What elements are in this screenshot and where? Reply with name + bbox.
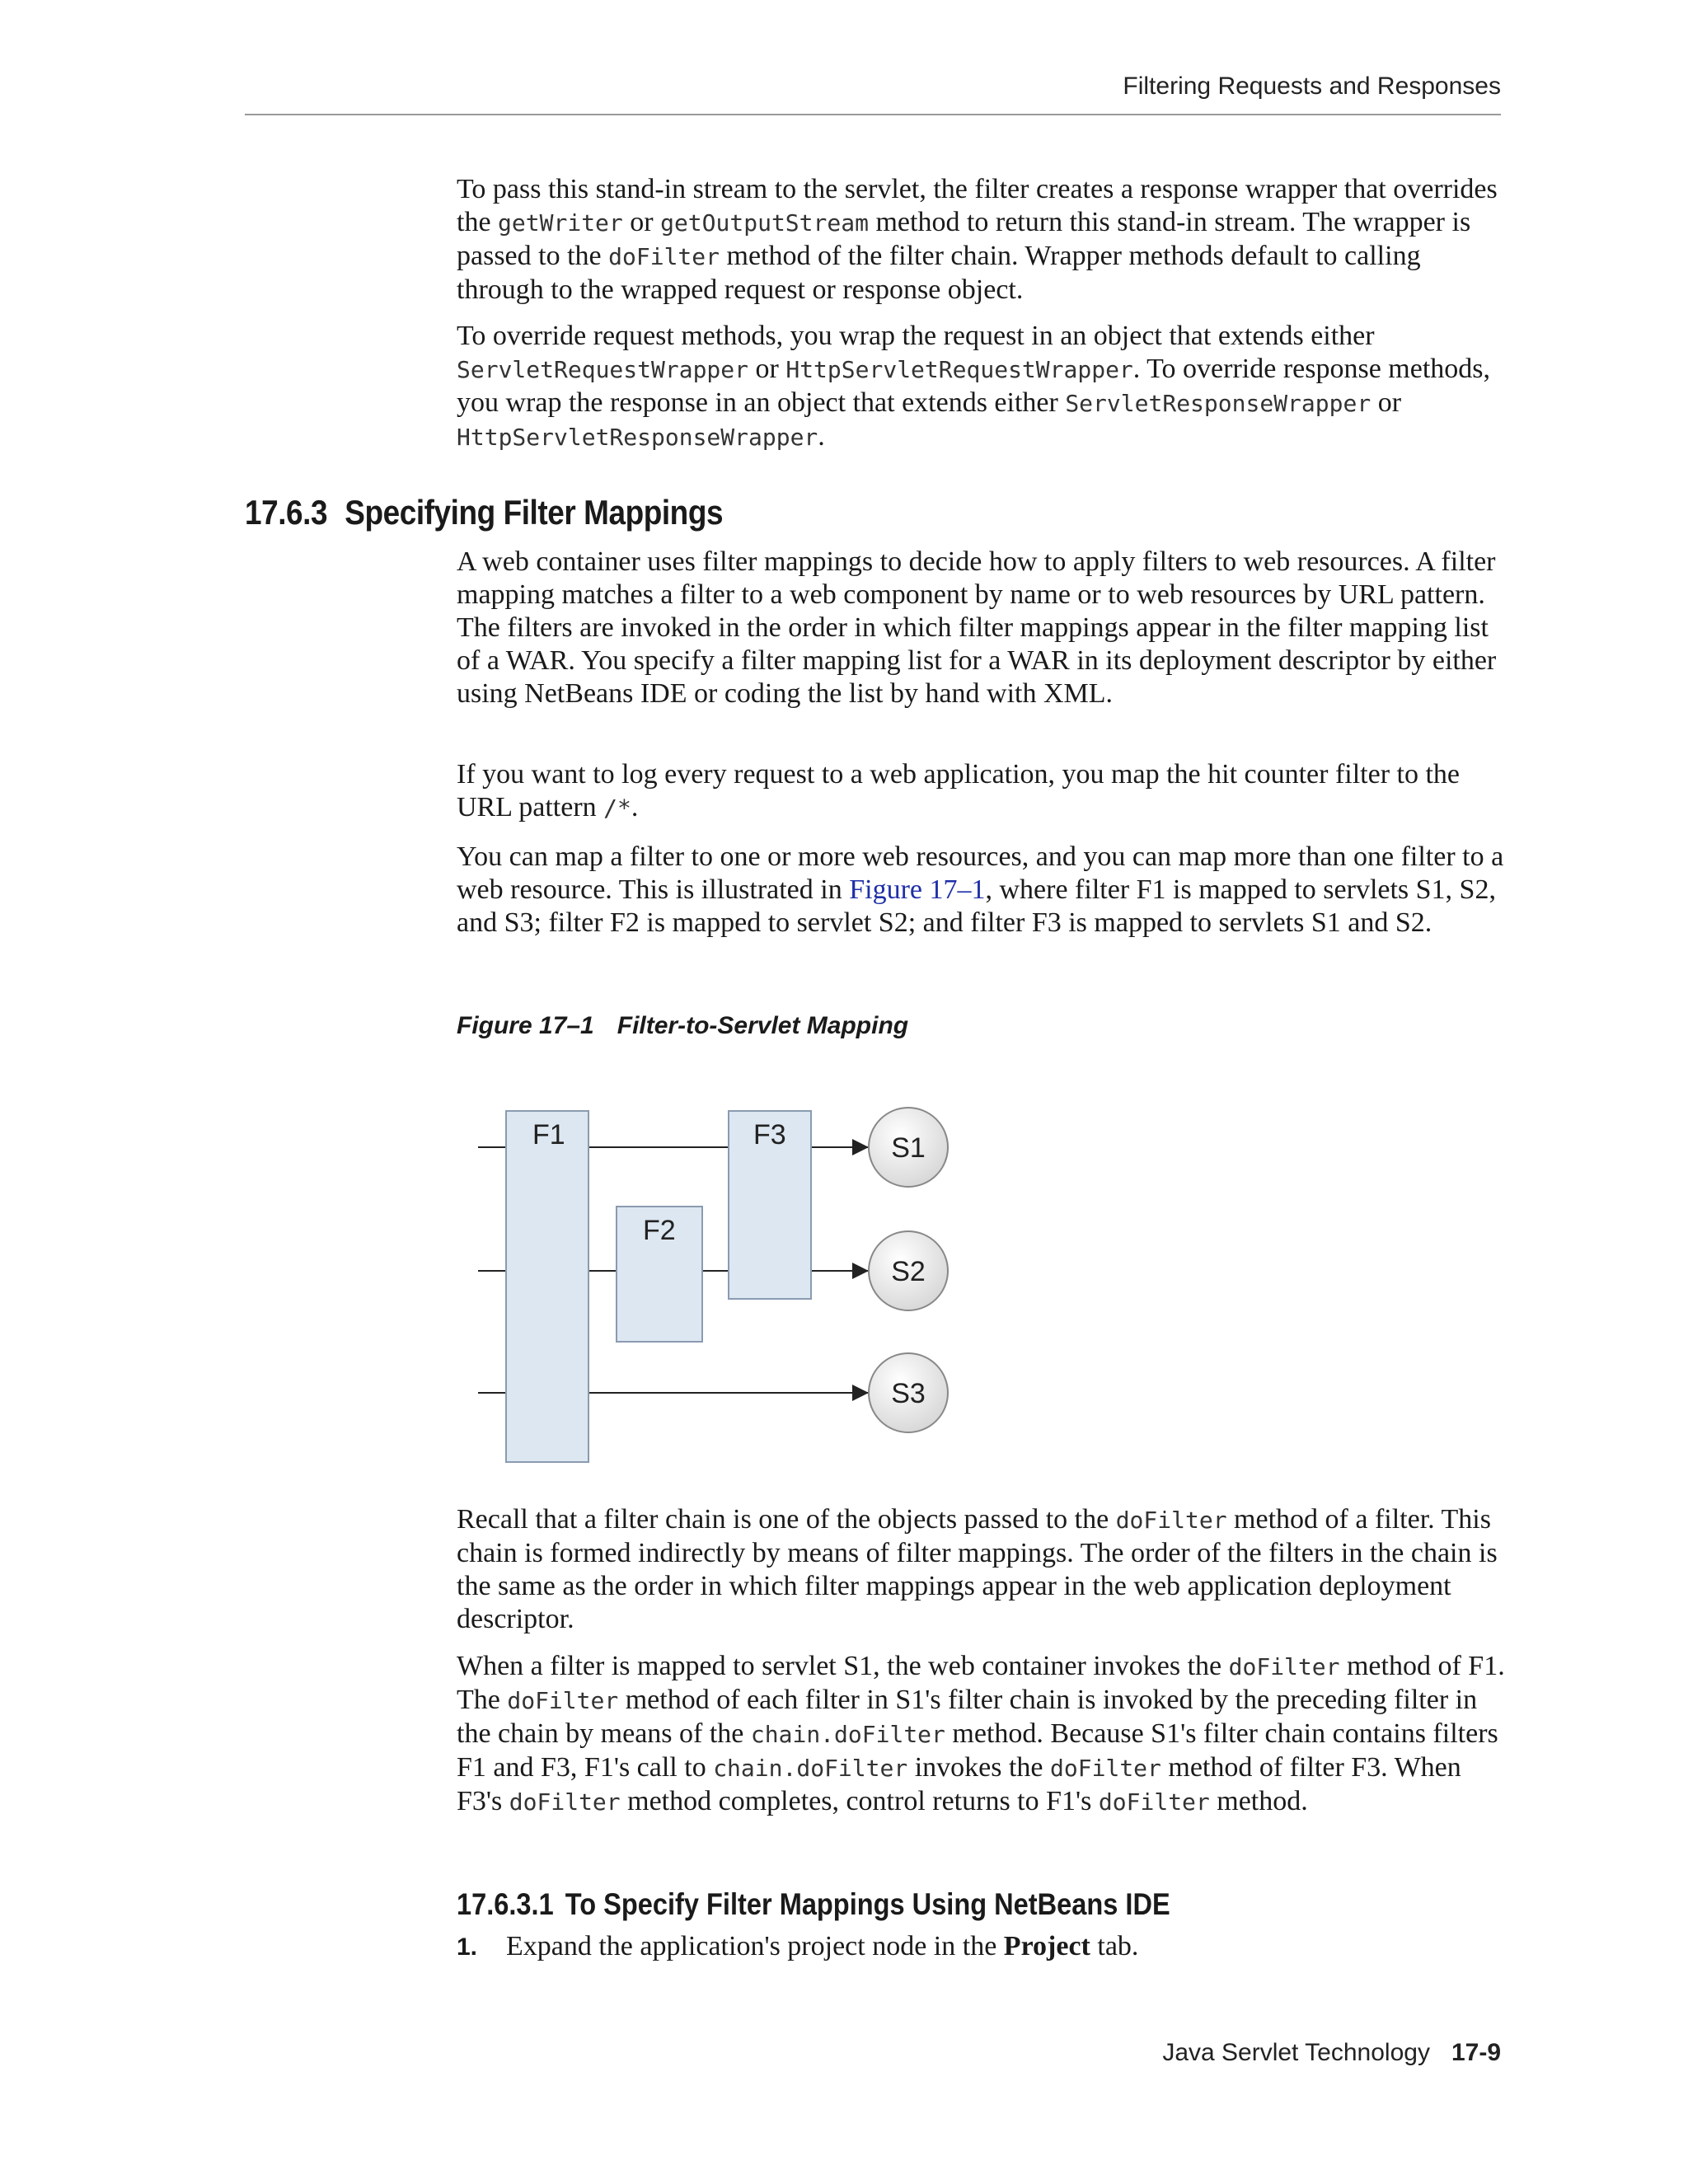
paragraph-text: Recall that a filter chain is one of the objects passed to the doFilter method of a filter. This chain is formed indirectly by means of filter mappings. The order of the filters in the chain is the same as the order in which filter mappings appear in the web application deployment descriptor. <box>457 1504 1498 1634</box>
section-number: 17.6.3 <box>245 493 328 532</box>
filter-label-f3: F3 <box>753 1119 786 1151</box>
subsection-heading <box>457 1887 1170 1922</box>
paragraph-stand-in-stream <box>457 173 1505 307</box>
figure-title: Filter-to-Servlet Mapping <box>617 1012 909 1039</box>
subsection-title: To Specify Filter Mappings Using NetBeans IDE <box>565 1887 1170 1921</box>
servlet-label-s2: S2 <box>891 1256 926 1287</box>
servlet-label-s3: S3 <box>891 1378 926 1409</box>
page-footer <box>1162 2039 1501 2067</box>
filter-label-f2: F2 <box>643 1215 676 1246</box>
step-bold-term: Project <box>1003 1931 1090 1961</box>
page-number: 17-9 <box>1451 2039 1501 2066</box>
step-item: 1. Expand the application's project node in the Project tab. <box>457 1930 1138 1964</box>
paragraph-override-methods <box>457 320 1505 454</box>
filter-box-f1 <box>506 1111 588 1462</box>
subsection-number: 17.6.3.1 <box>457 1887 554 1921</box>
figure-link[interactable]: Figure 17–1 <box>849 874 986 905</box>
paragraph-text: When a filter is mapped to servlet S1, the web container invokes the doFilter method of F1. The doFilter method of each filter in S1's filter chain is invoked by the preceding filter in the chain by means of the chain.doFilter method. Because S1's filter chain contains filters F1 and F3, F1's call to chain.doFilter invokes the doFilter method of filter F3. When F3's doFilter method completes, control returns to F1's doFilter method. <box>457 1651 1505 1816</box>
paragraph-text: If you want to log every request to a web application, you map the hit counter filter to the URL pattern /*. <box>457 759 1461 823</box>
step-number: 1. <box>457 1933 478 1961</box>
paragraph-log-every-request <box>457 758 1505 825</box>
running-header: Filtering Requests and Responses <box>1123 73 1501 100</box>
paragraph-text: To override request methods, you wrap the request in an object that extends either ServletRequestWrapper or HttpServletRequestWrapper. To override response methods, you wrap the response in an object that extends either ServletResponseWrapper or HttpServletResponseWrapper. <box>457 321 1491 452</box>
paragraph-filter-mappings-intro <box>457 546 1505 710</box>
paragraph-text: A web container uses filter mappings to decide how to apply filters to web resources. A filter mapping matches a filter to a web component by name or to web resources by URL pattern. The filters are invoked in the order in which filter mappings appear in the filter mapping list of a WAR. You specify a filter mapping list for a WAR in its deployment descriptor by either using NetBeans IDE or coding the list by hand with XML. <box>457 546 1497 709</box>
figure-label: Figure 17–1 <box>457 1012 594 1039</box>
paragraph-map-filters <box>457 841 1505 940</box>
section-title: Specifying Filter Mappings <box>345 493 724 532</box>
paragraph-servlet-s1-chain <box>457 1650 1505 1819</box>
servlet-label-s1: S1 <box>891 1132 926 1164</box>
filter-servlet-diagram <box>470 1096 981 1467</box>
footer-chapter: Java Servlet Technology <box>1162 2039 1430 2066</box>
section-heading <box>245 493 723 532</box>
paragraph-recall-filter-chain <box>457 1503 1505 1636</box>
figure-caption <box>457 1012 908 1040</box>
paragraph-text: To pass this stand-in stream to the servlet, the filter creates a response wrapper that overrides the getWriter or getOutputStream method to return this stand-in stream. The wrapper is passed to the doFilter method of the filter chain. Wrapper methods default to calling through to the wrapped request or response object. <box>457 174 1498 305</box>
header-rule <box>245 114 1501 115</box>
filter-label-f1: F1 <box>532 1119 565 1151</box>
paragraph-text: You can map a filter to one or more web resources, and you can map more than one filter to a web resource. This is illustrated in Figure 17–1, where filter F1 is mapped to servlets S1, S2, and S3; filter F2 is mapped to servlet S2; and filter F3 is mapped to servlets S1 and S2. <box>457 841 1504 938</box>
